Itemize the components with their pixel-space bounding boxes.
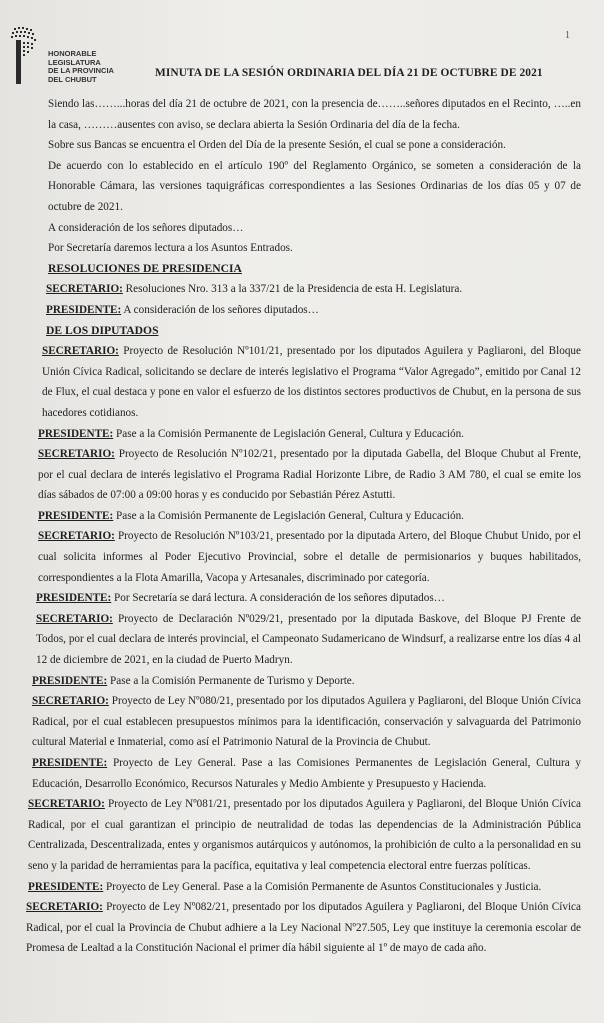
logo-text	[48, 50, 114, 84]
entry-text: Proyecto de Resolución Nº103/21, presentado por la diputada Artero, del Bloque Chubut Unido, por el cual solicita informes al Poder Ejecutivo Provincial, sobre el detalle de permisionarios y buques habilitados, correspondientes a la Flota Amarilla, Vacopa y Artesanales, discriminado por categoría.	[38, 530, 581, 584]
section-heading-presidencia: RESOLUCIONES DE PRESIDENCIA	[48, 261, 242, 275]
minute-entry	[26, 794, 581, 876]
page-number: 1	[565, 30, 570, 41]
logo-line: DE LA PROVINCIA	[48, 66, 114, 76]
document-body	[26, 94, 581, 959]
role-secretario: SECRETARIO:	[42, 345, 119, 358]
role-presidente: PRESIDENTE:	[46, 303, 122, 316]
logo-line: LEGISLATURA	[48, 57, 101, 67]
intro-paragraph: Siendo las……...horas del día 21 de octubre de 2021, con la presencia de……..señores diputados en el Recinto, …..en la casa, ………ausentes con aviso, se declara abierta la Sesión Ordinaria del día de la fecha.	[48, 98, 581, 131]
entry-text: Pase a la Comisión Permanente de Legislación General, Cultura y Educación.	[113, 509, 464, 522]
logo-line: DEL CHUBUT	[48, 74, 97, 84]
intro-paragraph: Por Secretaría daremos lectura a los Asuntos Entrados.	[48, 242, 293, 255]
section-heading-diputados: DE LOS DIPUTADOS	[46, 323, 159, 337]
entry-text: Proyecto de Ley Nº082/21, presentado por los diputados Aguilera y Pagliaroni, del Bloque Unión Cívica Radical, por el cual la Provincia de Chubut adhiere a la Ley Nacional Nº27.505, Ley que instituye la ceremonia escolar de Promesa de Lealtad a la Constitución Nacional el primer día hábil siguiente al 1º de mayo de cada año.	[26, 901, 581, 955]
logo-line: HONORABLE	[48, 49, 97, 58]
document-title: MINUTA DE LA SESIÓN ORDINARIA DEL DÍA 21 DE OCTUBRE DE 2021	[155, 67, 543, 79]
role-presidente: PRESIDENTE:	[32, 757, 108, 769]
role-secretario: SECRETARIO:	[46, 283, 123, 296]
entry-text: A consideración de los señores diputados…	[121, 303, 319, 316]
entry-text: Pase a la Comisión Permanente de Turismo y Deporte.	[107, 674, 355, 687]
entry-text: Proyecto de Ley General. Pase a las Comisiones Permanentes de Legislación General, Cultura y Educación, Desarrollo Económico, Recursos Naturales y Medio Ambiente y Presupuesto y Hacienda.	[32, 757, 581, 790]
entry-text: Proyecto de Ley General. Pase a la Comisión Permanente de Asuntos Constitucionales y Justicia.	[103, 880, 542, 893]
minute-entry	[26, 588, 581, 609]
entry-text: Proyecto de Resolución Nº102/21, presentado por la diputada Gabella, del Bloque Chubut al Frente, por el cual declara de interés legislativo el Programa Radial Horizonte Libre, de Radio 3 AM 780, el cual se emite los días sábados de 07:00 a 09:00 horas y es conducido por Sebastián Pérez Astutti.	[38, 448, 581, 502]
role-presidente: PRESIDENTE:	[36, 592, 112, 605]
role-presidente: PRESIDENTE:	[32, 674, 108, 687]
entry-text: Proyecto de Resolución Nº101/21, presentado por los diputados Aguilera y Pagliaroni, del Bloque Unión Cívica Radical, solicitando se declare de interés legislativo el Programa “Valor Agregado”, emitido por Canal 12 de Flux, el cual destaca y pone en valor el esfuerzo de los distintos sectores productivos de Chubut, en la persona de sus hacedores cotidianos.	[42, 345, 581, 419]
minute-entry	[26, 526, 581, 588]
entry-text: Resoluciones Nro. 313 a la 337/21 de la Presidencia de esta H. Legislatura.	[122, 283, 463, 296]
role-presidente: PRESIDENTE:	[38, 509, 114, 522]
minute-entry	[26, 671, 581, 692]
entry-text: Pase a la Comisión Permanente de Legislación General, Cultura y Educación.	[113, 427, 464, 440]
role-secretario: SECRETARIO:	[32, 695, 109, 708]
entry-text: Proyecto de Ley Nº081/21, presentado por los diputados Aguilera y Pagliaroni, del Bloque Unión Cívica Radical, por el cual garantizan el principio de neutralidad de todas las dependencias de la Administración Pública Centralizada, Descentralizada, entes y organismos autárquicos y autónomos, la prohibición de culto a la personalidad en su seno y la paridad de herramientas para la pacífica, equitativa y leal competencia electoral entre fuerzas políticas.	[28, 798, 581, 872]
role-secretario: SECRETARIO:	[28, 798, 105, 811]
minute-entry	[26, 691, 581, 753]
minute-entry	[26, 300, 581, 321]
role-presidente: PRESIDENTE:	[38, 427, 114, 440]
intro-paragraph: De acuerdo con lo establecido en el artículo 190º del Reglamento Orgánico, se someten a consideración de la Honorable Cámara, las versiones taquigráficas correspondientes a las Sesiones Ordinarias de los días 05 y 07 de octubre de 2021.	[48, 159, 581, 213]
role-secretario: SECRETARIO:	[38, 530, 115, 543]
entry-text: Por Secretaría se dará lectura. A consideración de los señores diputados…	[111, 592, 445, 605]
minute-entry	[26, 877, 581, 898]
minute-entry	[26, 279, 581, 300]
role-secretario: SECRETARIO:	[26, 901, 103, 914]
entry-text: Proyecto de Ley Nº080/21, presentado por los diputados Aguilera y Pagliaroni, del Bloque Unión Cívica Radical, por el cual establecen presupuestos mínimos para la identificación, conservación y salvaguarda del Patrimonio cultural Material e Inmaterial, como así el Patrimonio Natural de la Provincia de Chubut.	[32, 695, 581, 749]
intro-paragraph: Sobre sus Bancas se encuentra el Orden del Día de la presente Sesión, el cual se pone a consideración.	[48, 139, 506, 152]
minute-entry	[26, 444, 581, 506]
entry-text: Proyecto de Declaración Nº029/21, presentado por la diputada Baskove, del Bloque PJ Frente de Todos, por el cual declara de interés provincial, el Campeonato Sudamericano de Windsurf, a realizarse entre los días 4 al 12 de diciembre de 2021, en la ciudad de Puerto Madryn.	[36, 612, 581, 667]
minute-entry	[26, 424, 581, 445]
minute-entry	[26, 341, 581, 423]
legislature-emblem-icon	[8, 24, 48, 94]
minute-entry	[26, 897, 581, 959]
minute-entry	[26, 753, 581, 794]
minute-entry	[26, 609, 581, 671]
intro-paragraph: A consideración de los señores diputados…	[48, 221, 244, 234]
role-secretario: SECRETARIO:	[36, 612, 113, 625]
role-secretario: SECRETARIO:	[38, 448, 115, 461]
minute-entry	[26, 506, 581, 527]
legislature-logo	[8, 24, 120, 94]
role-presidente: PRESIDENTE:	[28, 880, 104, 893]
